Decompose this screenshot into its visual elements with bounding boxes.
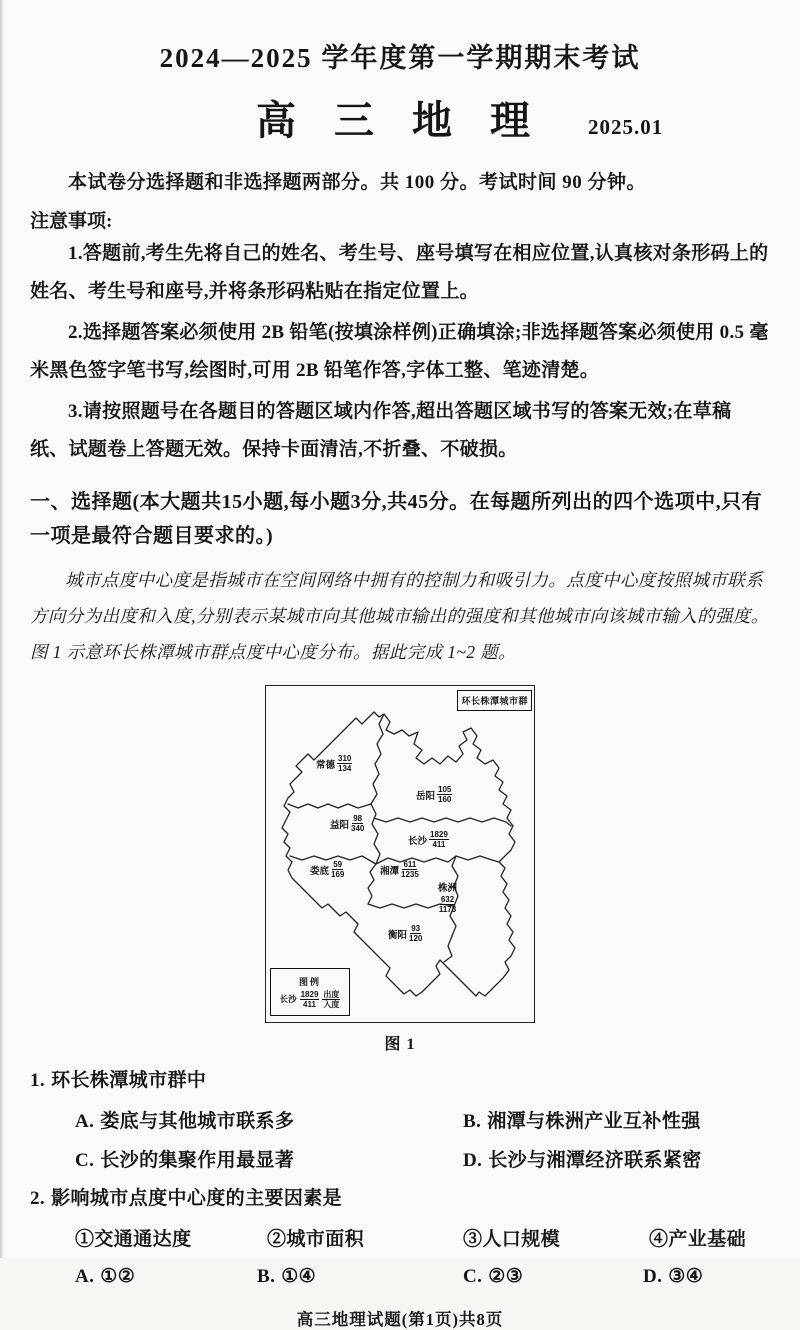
city-zhuzhou-values: [439, 895, 456, 914]
city-xiangtan-name: 湘潭: [380, 865, 400, 877]
city-loudi-name: 娄底: [310, 865, 330, 877]
question-2-option-b: [257, 1265, 463, 1288]
map-legend: [270, 968, 350, 1016]
city-xiangtan-out: 611: [403, 859, 417, 869]
option-b-text: ①④: [281, 1266, 317, 1288]
question-1-stem: [30, 1064, 770, 1098]
option-d-label: D.: [463, 1150, 483, 1172]
question-2-option-a: [75, 1265, 257, 1288]
notice-item-3: 3.请按照题号在各题目的答题区域内作答,超出答题区域书写的答案无效;在草稿纸、试题卷上答题无效。保持卡面清洁,不折叠、不破损。: [30, 400, 732, 460]
question-1-number: 1.: [30, 1069, 46, 1091]
legend-out-label: 出度: [323, 989, 340, 999]
question-2-text: 影响城市点度中心度的主要因素是: [51, 1188, 343, 1210]
option-d-text: ③④: [668, 1266, 704, 1288]
page-footer: 高三地理试题(第1页)共8页: [296, 1310, 504, 1330]
city-hengyang-out: 93: [411, 923, 421, 933]
exam-intro: 本试卷分选择题和非选择题两部分。共 100 分。考试时间 90 分钟。: [68, 172, 647, 193]
city-zhuzhou-name: 株洲: [438, 882, 458, 894]
city-zhuzhou-in: 1173: [438, 905, 457, 915]
border-loudi-xiangtan: [368, 864, 376, 904]
option-a-label: A.: [75, 1111, 95, 1133]
city-changsha: [408, 830, 449, 849]
city-hengyang-values: [409, 924, 422, 943]
legend-in-label: 入度: [323, 999, 340, 1009]
city-xiangtan-in: 1235: [401, 870, 419, 880]
subject-row: [30, 89, 770, 147]
border-yueyang-changsha: [374, 818, 511, 826]
option-c-label: C.: [75, 1150, 95, 1172]
question-2-stem: [30, 1182, 770, 1216]
notice-item-1: 1.答题前,考生先将自己的姓名、考生号、座号填写在相应位置,认真核对条形码上的姓名、考生号和座号,并将条形码粘贴在指定位置上。: [30, 243, 769, 303]
question-2-option-d: [643, 1265, 770, 1288]
border-hengyang-zhuzhou: [444, 906, 456, 962]
city-loudi-values: [331, 860, 344, 879]
option-d-label: D.: [643, 1266, 663, 1288]
city-changde-name: 常德: [316, 759, 336, 771]
city-changsha-values: [429, 830, 449, 849]
sub-option-4: ④产业基础: [649, 1229, 747, 1251]
option-a-text: ①②: [100, 1266, 136, 1288]
sub-option-1: ①交通通达度: [75, 1229, 192, 1251]
question-1-options: [30, 1106, 770, 1172]
option-a-text: 娄底与其他城市联系多: [100, 1111, 295, 1133]
question-2-options: [30, 1265, 770, 1288]
option-b-text: 湘潭与株洲产业互补性强: [487, 1111, 701, 1133]
question-1: [30, 1064, 770, 1172]
legend-sample-out: 1829: [300, 989, 319, 999]
legend-sample-row: [280, 990, 341, 1009]
city-hengyang: [388, 924, 422, 943]
city-hengyang-in: 120: [409, 934, 423, 944]
city-yiyang-in: 340: [351, 824, 365, 834]
exam-date: 2025.01: [588, 115, 664, 139]
city-yiyang: [330, 814, 364, 833]
city-loudi-in: 169: [331, 870, 345, 880]
city-loudi-out: 59: [333, 859, 343, 869]
border-yiyang-east: [371, 804, 380, 864]
city-yueyang: [416, 785, 452, 804]
city-xiangtan: [380, 860, 419, 879]
sub-option-3: ③人口规模: [463, 1229, 561, 1251]
city-yueyang-values: [437, 785, 452, 804]
scan-edge-artifact: [0, 0, 4, 1258]
option-b-label: B.: [257, 1266, 276, 1288]
figure-1: [265, 685, 535, 1054]
legend-sample-values: [300, 990, 320, 1009]
border-changde-yiyang: [288, 804, 371, 808]
city-changde-values: [337, 754, 352, 773]
notice-item-2: 2.选择题答案必须使用 2B 铅笔(按填涂样例)正确填涂;非选择题答案必须使用 0.5 毫米黑色签字笔书写,绘图时,可用 2B 铅笔作答,字体工整、笔迹清楚。: [30, 321, 769, 382]
city-yiyang-name: 益阳: [330, 819, 350, 831]
border-changsha-zhuzhou: [456, 856, 499, 862]
option-a-label: A.: [75, 1266, 95, 1288]
legend-degree-labels: [322, 990, 340, 1009]
figure-1-caption: 图 1: [384, 1035, 416, 1053]
city-yiyang-out: 98: [353, 813, 363, 823]
notices-title: 注意事项:: [30, 211, 113, 232]
question-2-option-c: [463, 1265, 643, 1288]
option-c-text: ②③: [488, 1266, 524, 1288]
city-yueyang-name: 岳阳: [416, 790, 436, 802]
option-b-label: B.: [463, 1111, 482, 1133]
question-1-option-b: [463, 1106, 770, 1133]
section-1-heading: 一、选择题(本大题共15小题,每小题3分,共45分。在每题所列出的四个选项中,只有一项是最符合题目要求的。): [30, 491, 763, 548]
city-yiyang-values: [351, 814, 364, 833]
city-changsha-name: 长沙: [408, 835, 428, 847]
border-changde-yueyang: [371, 714, 384, 804]
city-changde-in: 134: [338, 764, 352, 774]
map-title: 环长株潭城市群: [457, 690, 532, 711]
question-passage: 城市点度中心度是指城市在空间网络中拥有的控制力和吸引力。点度中心度按照城市联系方向分为出度和入度,分别表示某城市向其他城市输出的强度和其他城市向该城市输入的强度。图 1 示意环长株潭城市群点度中心度分布。据此完成 1~2 题。: [30, 570, 769, 662]
option-d-text: 长沙与湘潭经济联系紧密: [488, 1150, 702, 1172]
city-yueyang-in: 160: [438, 795, 452, 805]
city-changsha-out: 1829: [430, 829, 448, 839]
city-zhuzhou: [438, 880, 457, 914]
subject-title: 高 三 地 理: [256, 98, 544, 143]
option-c-text: 长沙的集聚作用最显著: [100, 1150, 295, 1172]
city-changsha-in: 411: [432, 840, 446, 850]
city-yueyang-out: 105: [438, 784, 452, 794]
question-1-option-d: [463, 1145, 770, 1172]
city-changde-out: 310: [338, 753, 352, 763]
legend-sample-in: 411: [303, 999, 316, 1009]
legend-sample-city: 长沙: [279, 994, 297, 1005]
city-changde: [316, 754, 352, 773]
city-zhuzhou-out: 632: [440, 894, 455, 904]
question-2-number: 2.: [30, 1188, 46, 1210]
city-loudi: [310, 860, 344, 879]
question-1-text: 环长株潭城市群中: [51, 1069, 207, 1091]
map-changzhutan: [265, 685, 535, 1023]
question-2: [30, 1182, 770, 1288]
legend-title: 图例: [298, 976, 321, 987]
city-hengyang-name: 衡阳: [388, 929, 408, 941]
city-xiangtan-values: [401, 860, 419, 879]
option-c-label: C.: [463, 1266, 483, 1288]
sub-option-2: ②城市面积: [267, 1229, 365, 1251]
exam-session-title: 2024—2025 学年度第一学期期末考试: [159, 43, 641, 73]
question-1-option-a: [75, 1106, 463, 1133]
question-1-option-c: [75, 1145, 463, 1172]
question-2-sub-options: [30, 1224, 770, 1251]
